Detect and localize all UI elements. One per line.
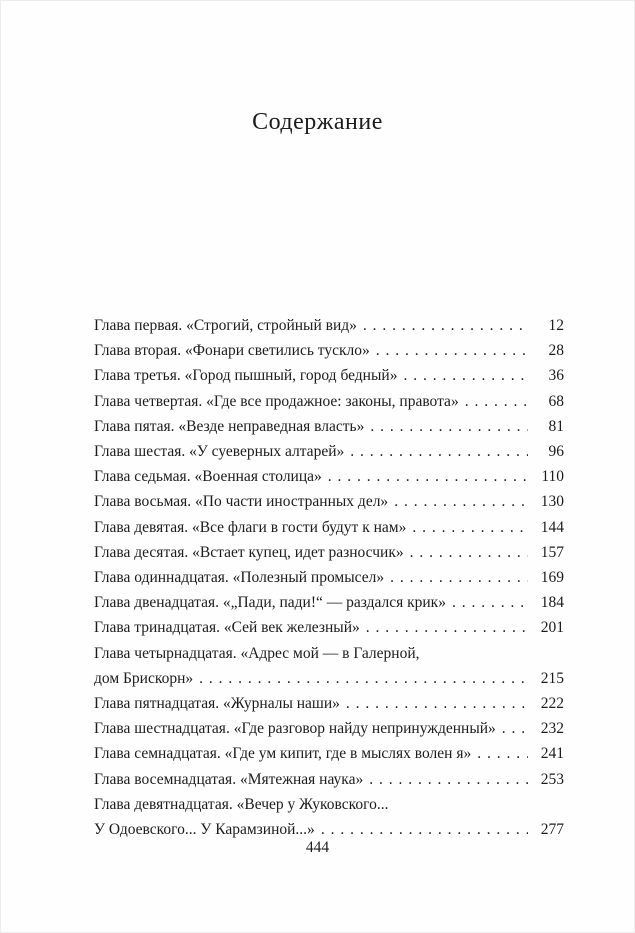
page-number: 444 [305,839,330,856]
toc-entry-page: 28 [548,342,564,360]
toc-entry-title-continued: У Одоевского... У Карамзиной...» [94,821,315,839]
dot-leader [369,767,528,792]
toc-entry-title: Глава четвертая. «Где все продажное: законы, правота» [94,392,459,410]
toc-entry-title: Глава двенадцатая. «„Пади, пади!“ — раздался крик» [94,594,446,612]
toc-entry-page: 144 [540,518,564,536]
page-title: Содержание [252,109,383,135]
toc-entry [94,414,564,439]
toc-entry [94,691,564,716]
toc-entry [94,389,564,414]
toc-entry-title: Глава четырнадцатая. «Адрес мой — в Галерной, [94,644,420,662]
toc-entry [94,716,564,741]
toc-entry-title: Глава одиннадцатая. «Полезный промысел» [94,569,385,587]
dot-leader [477,741,528,766]
toc-entry-page: 253 [540,770,564,788]
toc-entry [94,338,564,363]
dot-leader [363,313,528,338]
toc-entry [94,792,564,842]
toc-entry-page: 81 [548,417,564,435]
toc-entry-title: Глава шестнадцатая. «Где разговор найду непринужденный» [94,720,496,738]
toc-entry-page: 222 [540,695,564,713]
toc-entry [94,565,564,590]
dot-leader [328,464,528,489]
dot-leader [370,414,528,439]
toc-entry [94,590,564,615]
toc-entry-page: 68 [548,392,564,410]
toc-entry-page: 36 [548,367,564,385]
toc-entry-title: Глава тринадцатая. «Сей век железный» [94,619,360,637]
toc-entry-page: 201 [540,619,564,637]
dot-leader [410,540,528,565]
toc-entry [94,363,564,388]
toc-entry-page: 12 [548,317,564,334]
toc-entry [94,313,564,338]
table-of-contents [94,313,564,842]
toc-entry-title: Глава восьмая. «По части иностранных дел» [94,493,389,511]
toc-entry [94,615,564,640]
toc-entry-page: 130 [540,493,564,511]
toc-entry-page: 184 [540,594,564,612]
dot-leader [403,363,528,388]
toc-entry-title: Глава восемнадцатая. «Мятежная наука» [94,770,364,788]
toc-entry-title: Глава вторая. «Фонари светились тускло» [94,342,370,360]
toc-entry [94,464,564,489]
dot-leader [452,590,528,615]
toc-entry-title: Глава первая. «Строгий, стройный вид» [94,317,357,334]
toc-entry [94,641,564,691]
toc-entry-title: Глава пятнадцатая. «Журналы наши» [94,695,340,713]
toc-entry [94,515,564,540]
toc-entry-title: Глава десятая. «Встает купец, идет разносчик» [94,543,404,561]
dot-leader [350,439,528,464]
toc-entry-title: Глава девятнадцатая. «Вечер у Жуковского... [94,795,389,813]
dot-leader [390,565,528,590]
toc-entry-title: Глава семнадцатая. «Где ум кипит, где в мыслях волен я» [94,745,472,763]
toc-entry-page: 169 [540,569,564,587]
toc-entry-page: 241 [540,745,564,763]
toc-entry-title: Глава третья. «Город пышный, город бедный» [94,367,398,385]
dot-leader [412,515,528,540]
toc-entry [94,767,564,792]
toc-entry [94,540,564,565]
toc-entry-title: Глава девятая. «Все флаги в гости будут к нам» [94,518,407,536]
toc-entry-title: Глава шестая. «У суеверных алтарей» [94,443,345,461]
toc-entry-page: 110 [541,468,564,486]
toc-entry-page: 96 [548,443,564,461]
dot-leader [199,666,528,691]
toc-entry-page: 157 [540,543,564,561]
dot-leader [394,489,528,514]
toc-entry-page: 277 [540,821,564,839]
toc-entry-title: Глава пятая. «Везде неправедная власть» [94,417,365,435]
toc-entry [94,489,564,514]
dot-leader [502,716,528,741]
toc-entry-page: 215 [540,669,564,687]
dot-leader [346,691,528,716]
toc-entry-title: Глава седьмая. «Военная столица» [94,468,322,486]
toc-entry-page: 232 [540,720,564,738]
dot-leader [366,615,528,640]
toc-entry-title-continued: дом Брискорн» [94,669,194,687]
dot-leader [465,389,528,414]
dot-leader [376,338,528,363]
toc-entry [94,741,564,766]
toc-entry [94,439,564,464]
